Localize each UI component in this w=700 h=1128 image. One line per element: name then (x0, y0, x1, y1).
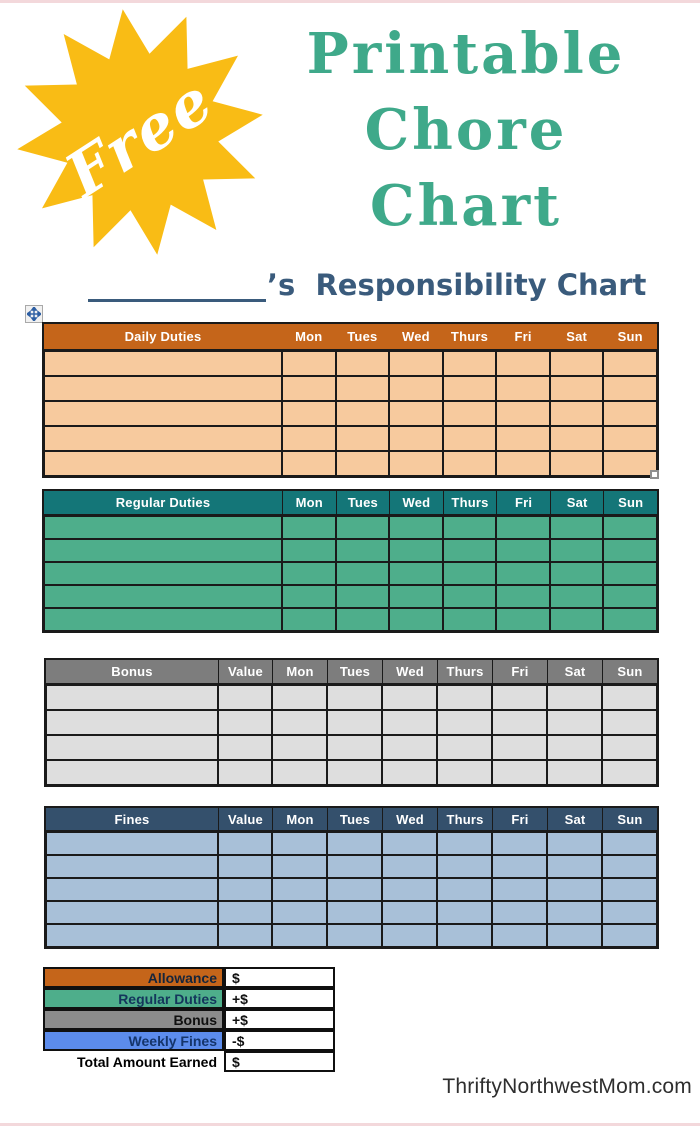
fines-cell[interactable] (46, 878, 218, 901)
daily-duties-cell[interactable] (496, 401, 550, 426)
fines-cell[interactable] (547, 855, 602, 878)
regular-duties-cell[interactable] (389, 539, 443, 562)
fines-cell[interactable] (602, 832, 657, 855)
watermark-text: ThriftyNorthwestMom.com (442, 1075, 692, 1098)
regular-duties-row (44, 539, 657, 562)
daily-duties-cell[interactable] (44, 426, 282, 451)
page-title-line-1: Printable (306, 21, 626, 87)
bonus-header-row (46, 660, 657, 685)
bottom-border-line (0, 1123, 700, 1126)
bonus-cell[interactable] (46, 710, 218, 735)
fines-cell[interactable] (492, 901, 547, 924)
fines-cell[interactable] (327, 832, 382, 855)
page-title-line-2: Chore (364, 97, 568, 163)
regular-duties-cell[interactable] (44, 516, 282, 539)
fines-cell[interactable] (547, 901, 602, 924)
fines-cell[interactable] (272, 855, 327, 878)
heading-text: ’s Responsibility Chart (267, 268, 647, 302)
bonus-cell[interactable] (46, 760, 218, 785)
regular-duties-cell[interactable] (336, 608, 390, 631)
daily-duties-cell[interactable] (282, 401, 336, 426)
daily-duties-cell[interactable] (282, 376, 336, 401)
bonus-cell[interactable] (602, 685, 657, 710)
regular-duties-cell[interactable] (550, 562, 604, 585)
free-badge (12, 4, 268, 260)
fines-cell[interactable] (547, 878, 602, 901)
summary-label: Regular Duties (43, 988, 224, 1009)
fines-cell[interactable] (602, 901, 657, 924)
regular-duties-cell[interactable] (550, 516, 604, 539)
bonus-cell[interactable] (437, 710, 492, 735)
summary-value-cell[interactable]: $ (224, 967, 335, 988)
regular-duties-cell[interactable] (443, 585, 497, 608)
bonus-row (46, 735, 657, 760)
day-header-wed: Wed (402, 329, 430, 344)
fines-cell[interactable] (272, 832, 327, 855)
summary-row (43, 1009, 335, 1030)
page-title (272, 16, 660, 244)
daily-duties-cell[interactable] (44, 401, 282, 426)
daily-duties-cell[interactable] (336, 426, 390, 451)
day-header-sat: Sat (566, 329, 588, 344)
fines-cell[interactable] (547, 924, 602, 947)
summary-value-cell[interactable]: +$ (224, 988, 335, 1009)
bonus-cell[interactable] (437, 760, 492, 785)
day-header-mon: Mon (282, 491, 336, 514)
earnings-summary-table (43, 967, 335, 1072)
daily-duties-cell[interactable] (389, 351, 443, 376)
regular-duties-row (44, 516, 657, 539)
summary-label: Allowance (43, 967, 224, 988)
bonus-row (46, 685, 657, 710)
regular-duties-row (44, 585, 657, 608)
daily-duties-cell[interactable] (603, 376, 657, 401)
regular-duties-cell[interactable] (603, 585, 657, 608)
regular-duties-cell[interactable] (389, 516, 443, 539)
free-badge-label: Free (53, 64, 227, 212)
fines-cell[interactable] (327, 901, 382, 924)
regular-duties-cell[interactable] (550, 539, 604, 562)
daily-duties-cell[interactable] (443, 401, 497, 426)
daily-duties-row (44, 451, 657, 476)
bonus-cell[interactable] (437, 735, 492, 760)
fines-cell[interactable] (602, 878, 657, 901)
daily-duties-cell[interactable] (443, 426, 497, 451)
daily-duties-cell[interactable] (336, 376, 390, 401)
fines-title: Fines (114, 811, 150, 827)
daily-duties-row (44, 351, 657, 376)
day-header-thurs: Thurs (437, 808, 492, 830)
fines-cell[interactable] (382, 878, 437, 901)
bonus-cell[interactable] (218, 760, 272, 785)
fines-cell[interactable] (218, 878, 272, 901)
summary-row (43, 1030, 335, 1051)
daily-duties-cell[interactable] (603, 401, 657, 426)
summary-value-cell[interactable]: +$ (224, 1009, 335, 1030)
fines-cell[interactable] (437, 924, 492, 947)
daily-duties-header-row (44, 324, 657, 351)
fines-cell[interactable] (547, 832, 602, 855)
bonus-cell[interactable] (272, 710, 327, 735)
fines-cell[interactable] (46, 924, 218, 947)
regular-duties-cell[interactable] (336, 539, 390, 562)
day-header-sat: Sat (550, 491, 604, 514)
bonus-cell[interactable] (382, 710, 437, 735)
daily-duties-cell[interactable] (550, 401, 604, 426)
fines-cell[interactable] (46, 901, 218, 924)
bonus-cell[interactable] (272, 685, 327, 710)
fines-cell[interactable] (327, 924, 382, 947)
regular-duties-cell[interactable] (443, 562, 497, 585)
daily-duties-cell[interactable] (443, 351, 497, 376)
regular-duties-cell[interactable] (389, 562, 443, 585)
fines-row (46, 901, 657, 924)
bonus-row (46, 760, 657, 785)
bonus-cell[interactable] (602, 710, 657, 735)
regular-duties-cell[interactable] (44, 585, 282, 608)
fines-cell[interactable] (492, 832, 547, 855)
day-header-fri: Fri (514, 329, 532, 344)
daily-duties-table (42, 322, 659, 478)
summary-row (43, 1051, 335, 1072)
fines-cell[interactable] (382, 832, 437, 855)
day-header-wed: Wed (382, 808, 437, 830)
daily-duties-title: Daily Duties (124, 329, 202, 344)
day-header-sun: Sun (602, 660, 657, 683)
fines-cell[interactable] (492, 878, 547, 901)
daily-duties-cell[interactable] (336, 351, 390, 376)
day-header-sun: Sun (617, 329, 643, 344)
fines-cell[interactable] (272, 901, 327, 924)
day-header-thurs: Thurs (437, 660, 492, 683)
day-header-mon: Mon (295, 329, 323, 344)
regular-duties-header-row (44, 491, 657, 516)
fines-cell[interactable] (492, 924, 547, 947)
regular-duties-cell[interactable] (603, 539, 657, 562)
fines-cell[interactable] (382, 924, 437, 947)
daily-duties-cell[interactable] (603, 351, 657, 376)
fines-cell[interactable] (327, 855, 382, 878)
day-header-thurs: Thurs (450, 329, 489, 344)
regular-duties-cell[interactable] (443, 608, 497, 631)
regular-duties-cell[interactable] (282, 562, 336, 585)
regular-duties-cell[interactable] (282, 539, 336, 562)
daily-duties-cell[interactable] (44, 376, 282, 401)
bonus-cell[interactable] (492, 735, 547, 760)
top-border-line (0, 0, 700, 3)
regular-duties-cell[interactable] (44, 608, 282, 631)
fines-cell[interactable] (437, 878, 492, 901)
day-header-tues: Tues (327, 808, 382, 830)
daily-duties-cell[interactable] (336, 451, 390, 476)
page-title-line-3: Chart (370, 173, 562, 239)
daily-duties-row (44, 376, 657, 401)
daily-duties-cell[interactable] (389, 426, 443, 451)
fines-row (46, 855, 657, 878)
fines-cell[interactable] (602, 924, 657, 947)
regular-duties-cell[interactable] (603, 562, 657, 585)
table-move-handle-icon[interactable] (25, 305, 43, 323)
bonus-cell[interactable] (437, 685, 492, 710)
fines-cell[interactable] (492, 855, 547, 878)
bonus-cell[interactable] (547, 760, 602, 785)
regular-duties-cell[interactable] (496, 562, 550, 585)
day-header-tues: Tues (327, 660, 382, 683)
fines-cell[interactable] (218, 832, 272, 855)
bonus-cell[interactable] (272, 735, 327, 760)
bonus-cell[interactable] (492, 685, 547, 710)
bonus-cell[interactable] (547, 735, 602, 760)
daily-duties-row (44, 401, 657, 426)
daily-duties-cell[interactable] (550, 376, 604, 401)
regular-duties-row (44, 562, 657, 585)
bonus-title: Bonus (111, 664, 153, 679)
fines-row (46, 924, 657, 947)
daily-duties-cell[interactable] (550, 451, 604, 476)
regular-duties-title: Regular Duties (115, 495, 211, 510)
daily-duties-cell[interactable] (603, 451, 657, 476)
daily-duties-cell[interactable] (389, 401, 443, 426)
day-header-wed: Wed (382, 660, 437, 683)
regular-duties-cell[interactable] (336, 585, 390, 608)
regular-duties-cell[interactable] (389, 585, 443, 608)
bonus-row (46, 710, 657, 735)
fines-cell[interactable] (382, 901, 437, 924)
daily-duties-cell[interactable] (282, 351, 336, 376)
bonus-cell[interactable] (218, 710, 272, 735)
regular-duties-cell[interactable] (44, 539, 282, 562)
daily-duties-cell[interactable] (496, 426, 550, 451)
daily-duties-cell[interactable] (336, 401, 390, 426)
day-header-sat: Sat (547, 660, 602, 683)
fines-table (44, 806, 659, 949)
day-header-sun: Sun (602, 808, 657, 830)
bonus-cell[interactable] (492, 710, 547, 735)
day-header-fri: Fri (496, 491, 550, 514)
regular-duties-cell[interactable] (496, 608, 550, 631)
fines-cell[interactable] (218, 855, 272, 878)
bonus-cell[interactable] (327, 735, 382, 760)
regular-duties-cell[interactable] (603, 608, 657, 631)
bonus-cell[interactable] (382, 735, 437, 760)
bonus-cell[interactable] (272, 760, 327, 785)
regular-duties-cell[interactable] (496, 585, 550, 608)
responsibility-chart-heading (88, 258, 646, 302)
daily-duties-cell[interactable] (389, 451, 443, 476)
regular-duties-table (42, 489, 659, 633)
daily-duties-cell[interactable] (550, 426, 604, 451)
bonus-cell[interactable] (492, 760, 547, 785)
regular-duties-cell[interactable] (443, 516, 497, 539)
regular-duties-cell[interactable] (550, 585, 604, 608)
daily-duties-cell[interactable] (603, 426, 657, 451)
bonus-cell[interactable] (547, 710, 602, 735)
fines-row (46, 878, 657, 901)
fines-cell[interactable] (437, 901, 492, 924)
bonus-cell[interactable] (46, 735, 218, 760)
daily-duties-cell[interactable] (443, 451, 497, 476)
bonus-cell[interactable] (547, 685, 602, 710)
summary-label: Total Amount Earned (43, 1051, 224, 1072)
bonus-cell[interactable] (602, 735, 657, 760)
day-header-mon: Mon (272, 660, 327, 683)
regular-duties-cell[interactable] (496, 516, 550, 539)
bonus-cell[interactable] (382, 685, 437, 710)
bonus-cell[interactable] (327, 760, 382, 785)
daily-duties-cell[interactable] (443, 376, 497, 401)
daily-duties-cell[interactable] (496, 351, 550, 376)
bonus-cell[interactable] (602, 760, 657, 785)
day-header-mon: Mon (272, 808, 327, 830)
summary-label: Bonus (43, 1009, 224, 1030)
fines-header-row (46, 808, 657, 832)
regular-duties-cell[interactable] (389, 608, 443, 631)
summary-value-cell[interactable]: $ (224, 1051, 335, 1072)
regular-duties-row (44, 608, 657, 631)
regular-duties-cell[interactable] (496, 539, 550, 562)
regular-duties-cell[interactable] (443, 539, 497, 562)
day-header-wed: Wed (389, 491, 443, 514)
bonus-table (44, 658, 659, 787)
daily-duties-cell[interactable] (496, 376, 550, 401)
fines-row (46, 832, 657, 855)
regular-duties-cell[interactable] (603, 516, 657, 539)
daily-duties-cell[interactable] (496, 451, 550, 476)
table-resize-handle[interactable] (650, 470, 659, 479)
fines-value-header: Value (218, 808, 272, 830)
fines-cell[interactable] (46, 832, 218, 855)
fines-cell[interactable] (437, 832, 492, 855)
bonus-cell[interactable] (218, 735, 272, 760)
bonus-cell[interactable] (46, 685, 218, 710)
day-header-fri: Fri (492, 660, 547, 683)
summary-value-cell[interactable]: -$ (224, 1030, 335, 1051)
fines-cell[interactable] (272, 924, 327, 947)
daily-duties-cell[interactable] (44, 351, 282, 376)
bonus-cell[interactable] (218, 685, 272, 710)
bonus-cell[interactable] (327, 710, 382, 735)
fines-cell[interactable] (602, 855, 657, 878)
fines-cell[interactable] (272, 878, 327, 901)
fines-cell[interactable] (218, 901, 272, 924)
regular-duties-cell[interactable] (282, 608, 336, 631)
daily-duties-cell[interactable] (282, 426, 336, 451)
day-header-thurs: Thurs (443, 491, 497, 514)
name-blank-line[interactable] (88, 266, 266, 302)
day-header-tues: Tues (347, 329, 378, 344)
bonus-cell[interactable] (382, 760, 437, 785)
daily-duties-cell[interactable] (550, 351, 604, 376)
day-header-fri: Fri (492, 808, 547, 830)
fines-cell[interactable] (382, 855, 437, 878)
regular-duties-cell[interactable] (336, 562, 390, 585)
daily-duties-cell[interactable] (282, 451, 336, 476)
move-cross-icon (27, 307, 41, 321)
regular-duties-cell[interactable] (550, 608, 604, 631)
regular-duties-cell[interactable] (336, 516, 390, 539)
regular-duties-cell[interactable] (282, 585, 336, 608)
day-header-sun: Sun (603, 491, 657, 514)
summary-label: Weekly Fines (43, 1030, 224, 1051)
day-header-tues: Tues (336, 491, 390, 514)
fines-cell[interactable] (218, 924, 272, 947)
daily-duties-row (44, 426, 657, 451)
daily-duties-cell[interactable] (389, 376, 443, 401)
summary-row (43, 988, 335, 1009)
regular-duties-cell[interactable] (44, 562, 282, 585)
regular-duties-cell[interactable] (282, 516, 336, 539)
daily-duties-cell[interactable] (44, 451, 282, 476)
bonus-value-header: Value (218, 660, 272, 683)
fines-cell[interactable] (437, 855, 492, 878)
fines-cell[interactable] (46, 855, 218, 878)
fines-cell[interactable] (327, 878, 382, 901)
day-header-sat: Sat (547, 808, 602, 830)
summary-row (43, 967, 335, 988)
bonus-cell[interactable] (327, 685, 382, 710)
